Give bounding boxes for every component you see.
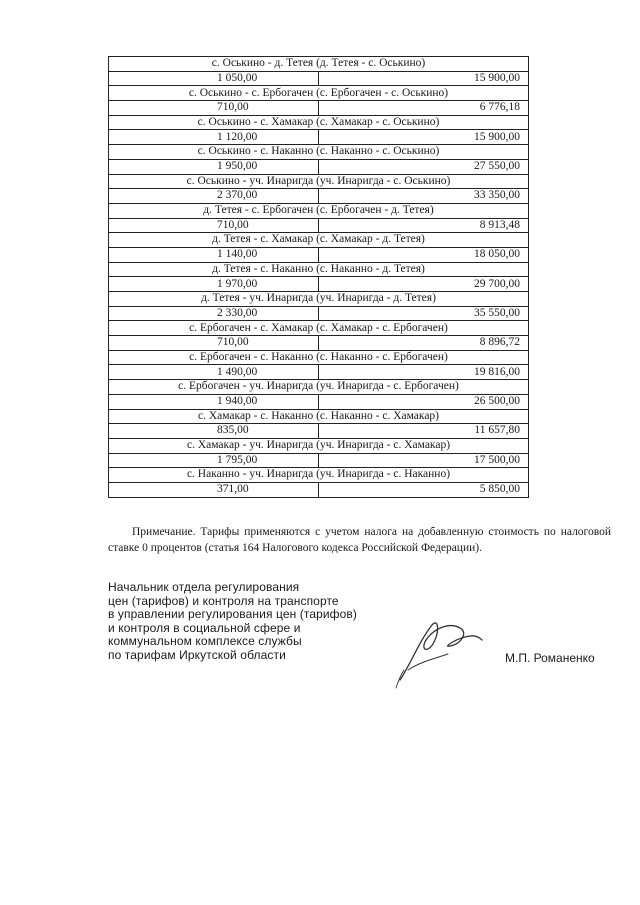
- distance-cell: 710,00: [109, 218, 319, 233]
- distance-cell: 1 050,00: [109, 71, 319, 86]
- value-row: [109, 336, 529, 351]
- tariff-table-body: [109, 57, 529, 498]
- route-name: с. Ербогачен - с. Наканно (с. Наканно - с. Ербогачен): [109, 350, 529, 365]
- tariff-cell: 8 896,72: [319, 336, 529, 351]
- route-row: [109, 145, 529, 160]
- signer-name: М.П. Романенко: [505, 651, 595, 665]
- route-name: с. Хамакар - с. Наканно (с. Наканно - с. Хамакар): [109, 409, 529, 424]
- route-row: [109, 409, 529, 424]
- distance-cell: 371,00: [109, 482, 319, 497]
- position-line-2: цен (тарифов) и контроля на транспорте: [108, 593, 339, 608]
- route-row: [109, 262, 529, 277]
- tariff-cell: 26 500,00: [319, 394, 529, 409]
- value-row: [109, 394, 529, 409]
- route-name: с. Оськино - с. Ербогачен (с. Ербогачен - с. Оськино): [109, 86, 529, 101]
- distance-cell: 710,00: [109, 101, 319, 116]
- tariff-cell: 19 816,00: [319, 365, 529, 380]
- route-row: [109, 115, 529, 130]
- route-name: с. Ербогачен - уч. Инаригда (уч. Инаригда - с. Ербогачен): [109, 380, 529, 395]
- distance-cell: 1 120,00: [109, 130, 319, 145]
- distance-cell: 2 330,00: [109, 306, 319, 321]
- route-name: с. Наканно - уч. Инаригда (уч. Инаригда - с. Наканно): [109, 468, 529, 483]
- position-line-6: по тарифам Иркутской области: [108, 647, 286, 662]
- route-row: [109, 438, 529, 453]
- tariff-cell: 5 850,00: [319, 482, 529, 497]
- route-row: [109, 350, 529, 365]
- value-row: [109, 247, 529, 262]
- distance-cell: 710,00: [109, 336, 319, 351]
- route-name: с. Оськино - с. Наканно (с. Наканно - с. Оськино): [109, 145, 529, 160]
- route-name: д. Тетея - с. Ербогачен (с. Ербогачен - д. Тетея): [109, 203, 529, 218]
- route-name: с. Оськино - с. Хамакар (с. Хамакар - с. Оськино): [109, 115, 529, 130]
- value-row: [109, 218, 529, 233]
- route-row: [109, 233, 529, 248]
- position-line-1: Начальник отдела регулирования: [108, 580, 300, 594]
- value-row: [109, 277, 529, 292]
- tariff-cell: 18 050,00: [319, 247, 529, 262]
- tariff-cell: 29 700,00: [319, 277, 529, 292]
- route-row: [109, 203, 529, 218]
- signature-block: [108, 581, 357, 662]
- value-row: [109, 159, 529, 174]
- position-line-5: коммунальном комплексе службы: [108, 634, 302, 648]
- distance-cell: 1 490,00: [109, 365, 319, 380]
- route-name: с. Ербогачен - с. Хамакар (с. Хамакар - с. Ербогачен): [109, 321, 529, 336]
- distance-cell: 835,00: [109, 424, 319, 439]
- value-row: [109, 424, 529, 439]
- route-name: с. Оськино - уч. Инаригда (уч. Инаригда - с. Оськино): [109, 174, 529, 189]
- position-line-4: и контроля в социальной сфере и: [108, 620, 301, 635]
- distance-cell: 1 795,00: [109, 453, 319, 468]
- position-line-3: в управлении регулирования цен (тарифов): [108, 607, 357, 621]
- tariff-cell: 15 900,00: [319, 130, 529, 145]
- value-row: [109, 130, 529, 145]
- route-name: д. Тетея - уч. Инаригда (уч. Инаригда - д. Тетея): [109, 292, 529, 307]
- route-name: с. Оськино - д. Тетея (д. Тетея - с. Оськино): [109, 57, 529, 72]
- distance-cell: 1 950,00: [109, 159, 319, 174]
- tariff-cell: 35 550,00: [319, 306, 529, 321]
- route-row: [109, 468, 529, 483]
- value-row: [109, 453, 529, 468]
- tariff-cell: 8 913,48: [319, 218, 529, 233]
- tariff-cell: 15 900,00: [319, 71, 529, 86]
- tariff-cell: 27 550,00: [319, 159, 529, 174]
- route-row: [109, 321, 529, 336]
- handwritten-signature: [390, 610, 485, 690]
- route-name: д. Тетея - с. Наканно (с. Наканно - д. Тетея): [109, 262, 529, 277]
- tariff-cell: 6 776,18: [319, 101, 529, 116]
- route-row: [109, 86, 529, 101]
- value-row: [109, 101, 529, 116]
- value-row: [109, 71, 529, 86]
- value-row: [109, 189, 529, 204]
- distance-cell: 1 970,00: [109, 277, 319, 292]
- tariff-cell: 17 500,00: [319, 453, 529, 468]
- route-row: [109, 380, 529, 395]
- value-row: [109, 482, 529, 497]
- value-row: [109, 365, 529, 380]
- route-name: с. Хамакар - уч. Инаригда (уч. Инаригда - с. Хамакар): [109, 438, 529, 453]
- tariff-cell: 33 350,00: [319, 189, 529, 204]
- route-row: [109, 292, 529, 307]
- tariff-cell: 11 657,80: [319, 424, 529, 439]
- tariff-table: [108, 56, 529, 498]
- value-row: [109, 306, 529, 321]
- tariff-note: Примечание. Тарифы применяются с учетом налога на добавленную стоимость по налоговой ставке 0 процентов (статья 164 Налогового кодекса Российской Федерации).: [108, 526, 611, 554]
- distance-cell: 1 940,00: [109, 394, 319, 409]
- distance-cell: 1 140,00: [109, 247, 319, 262]
- route-row: [109, 57, 529, 72]
- distance-cell: 2 370,00: [109, 189, 319, 204]
- route-row: [109, 174, 529, 189]
- route-name: д. Тетея - с. Хамакар (с. Хамакар - д. Тетея): [109, 233, 529, 248]
